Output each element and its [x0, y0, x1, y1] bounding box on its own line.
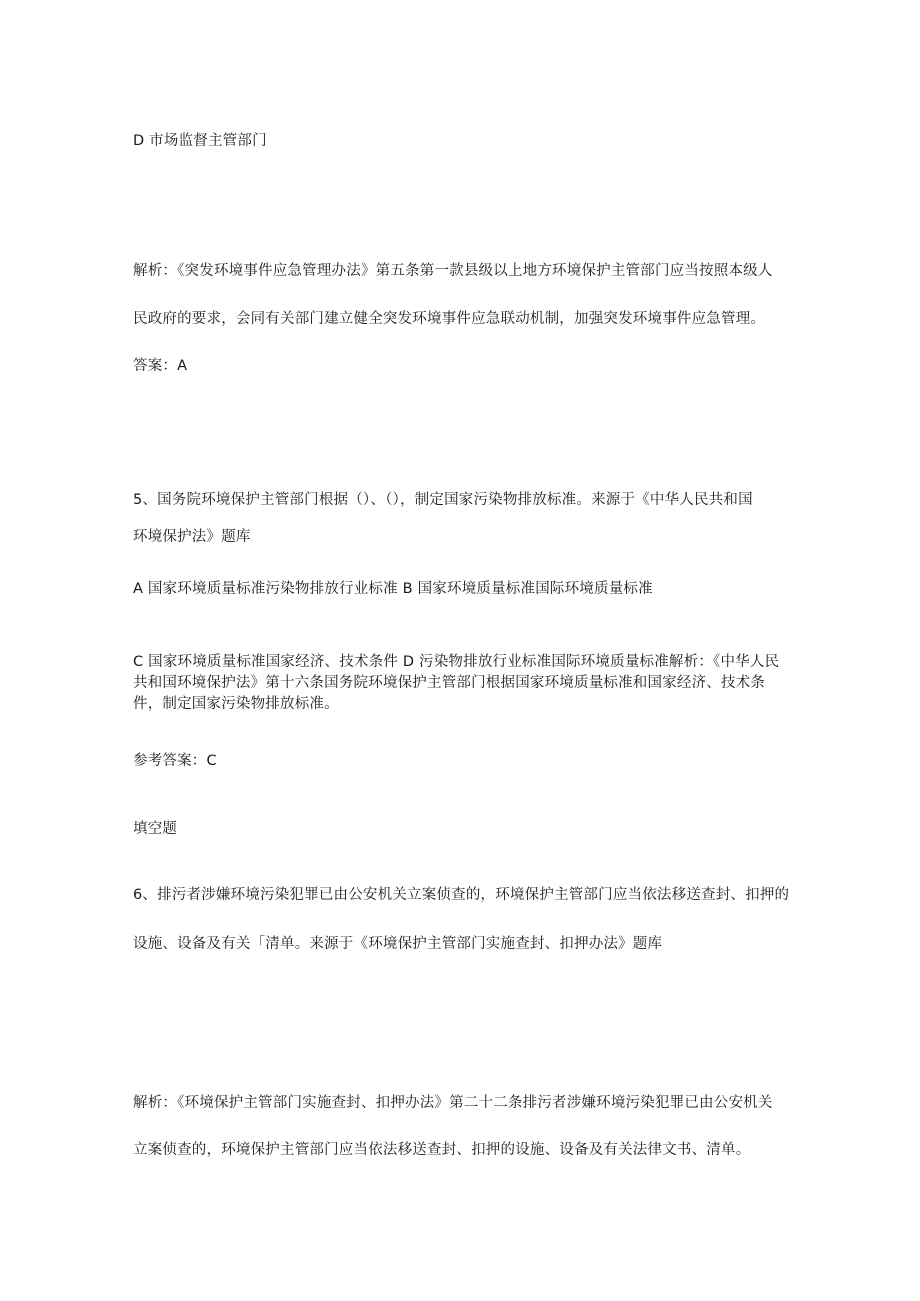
q6-stem-line-1: 6、排污者涉嫌环境污染犯罪已由公安机关立案侦查的，环境保护主管部门应当依法移送查封、扣押的 — [133, 887, 790, 903]
q5-stem-line-2: 环境保护法》题库 — [133, 529, 251, 545]
q5-stem-line-1: 5、国务院环境保护主管部门根据（）、（），制定国家污染物排放标准。来源于《中华人民共和国 — [133, 492, 753, 508]
q6-analysis-line-2: 立案侦查的，环境保护主管部门应当依法移送查封、扣押的设施、设备及有关法律文书、清单。 — [133, 1142, 751, 1158]
q5-options-cd-analysis: C 国家环境质量标准国家经济、技术条件 D 污染物排放行业标准国际环境质量标准解析：《中华人民共和国环境保护法》第十六条国务院环境保护主管部门根据国家环境质量标准和国家经济、技术条件，制定国家污染物排放标准。 — [133, 654, 780, 712]
q4-analysis-line-1: 解析：《突发环境事件应急管理办法》第五条第一款县级以上地方环境保护主管部门应当按照本级人 — [133, 263, 773, 279]
q4-answer: 答案：A — [133, 358, 188, 374]
q6-stem-line-2: 设施、设备及有关「清单。来源于《环境保护主管部门实施查封、扣押办法》题库 — [133, 936, 663, 952]
q5-answer: 参考答案：C — [133, 753, 217, 769]
q5-options-ab: A 国家环境质量标准污染物排放行业标准 B 国家环境质量标准国际环境质量标准 — [133, 581, 653, 597]
q6-analysis-line-1: 解析：《环境保护主管部门实施查封、扣押办法》第二十二条排污者涉嫌环境污染犯罪已由公安机关 — [133, 1095, 773, 1111]
q4-analysis-line-2: 民政府的要求，会同有关部门建立健全突发环境事件应急联动机制，加强突发环境事件应急管理。 — [133, 311, 766, 327]
section-heading-fill-blank: 填空题 — [133, 821, 178, 837]
q4-option-d: D 市场监督主管部门 — [133, 133, 267, 149]
